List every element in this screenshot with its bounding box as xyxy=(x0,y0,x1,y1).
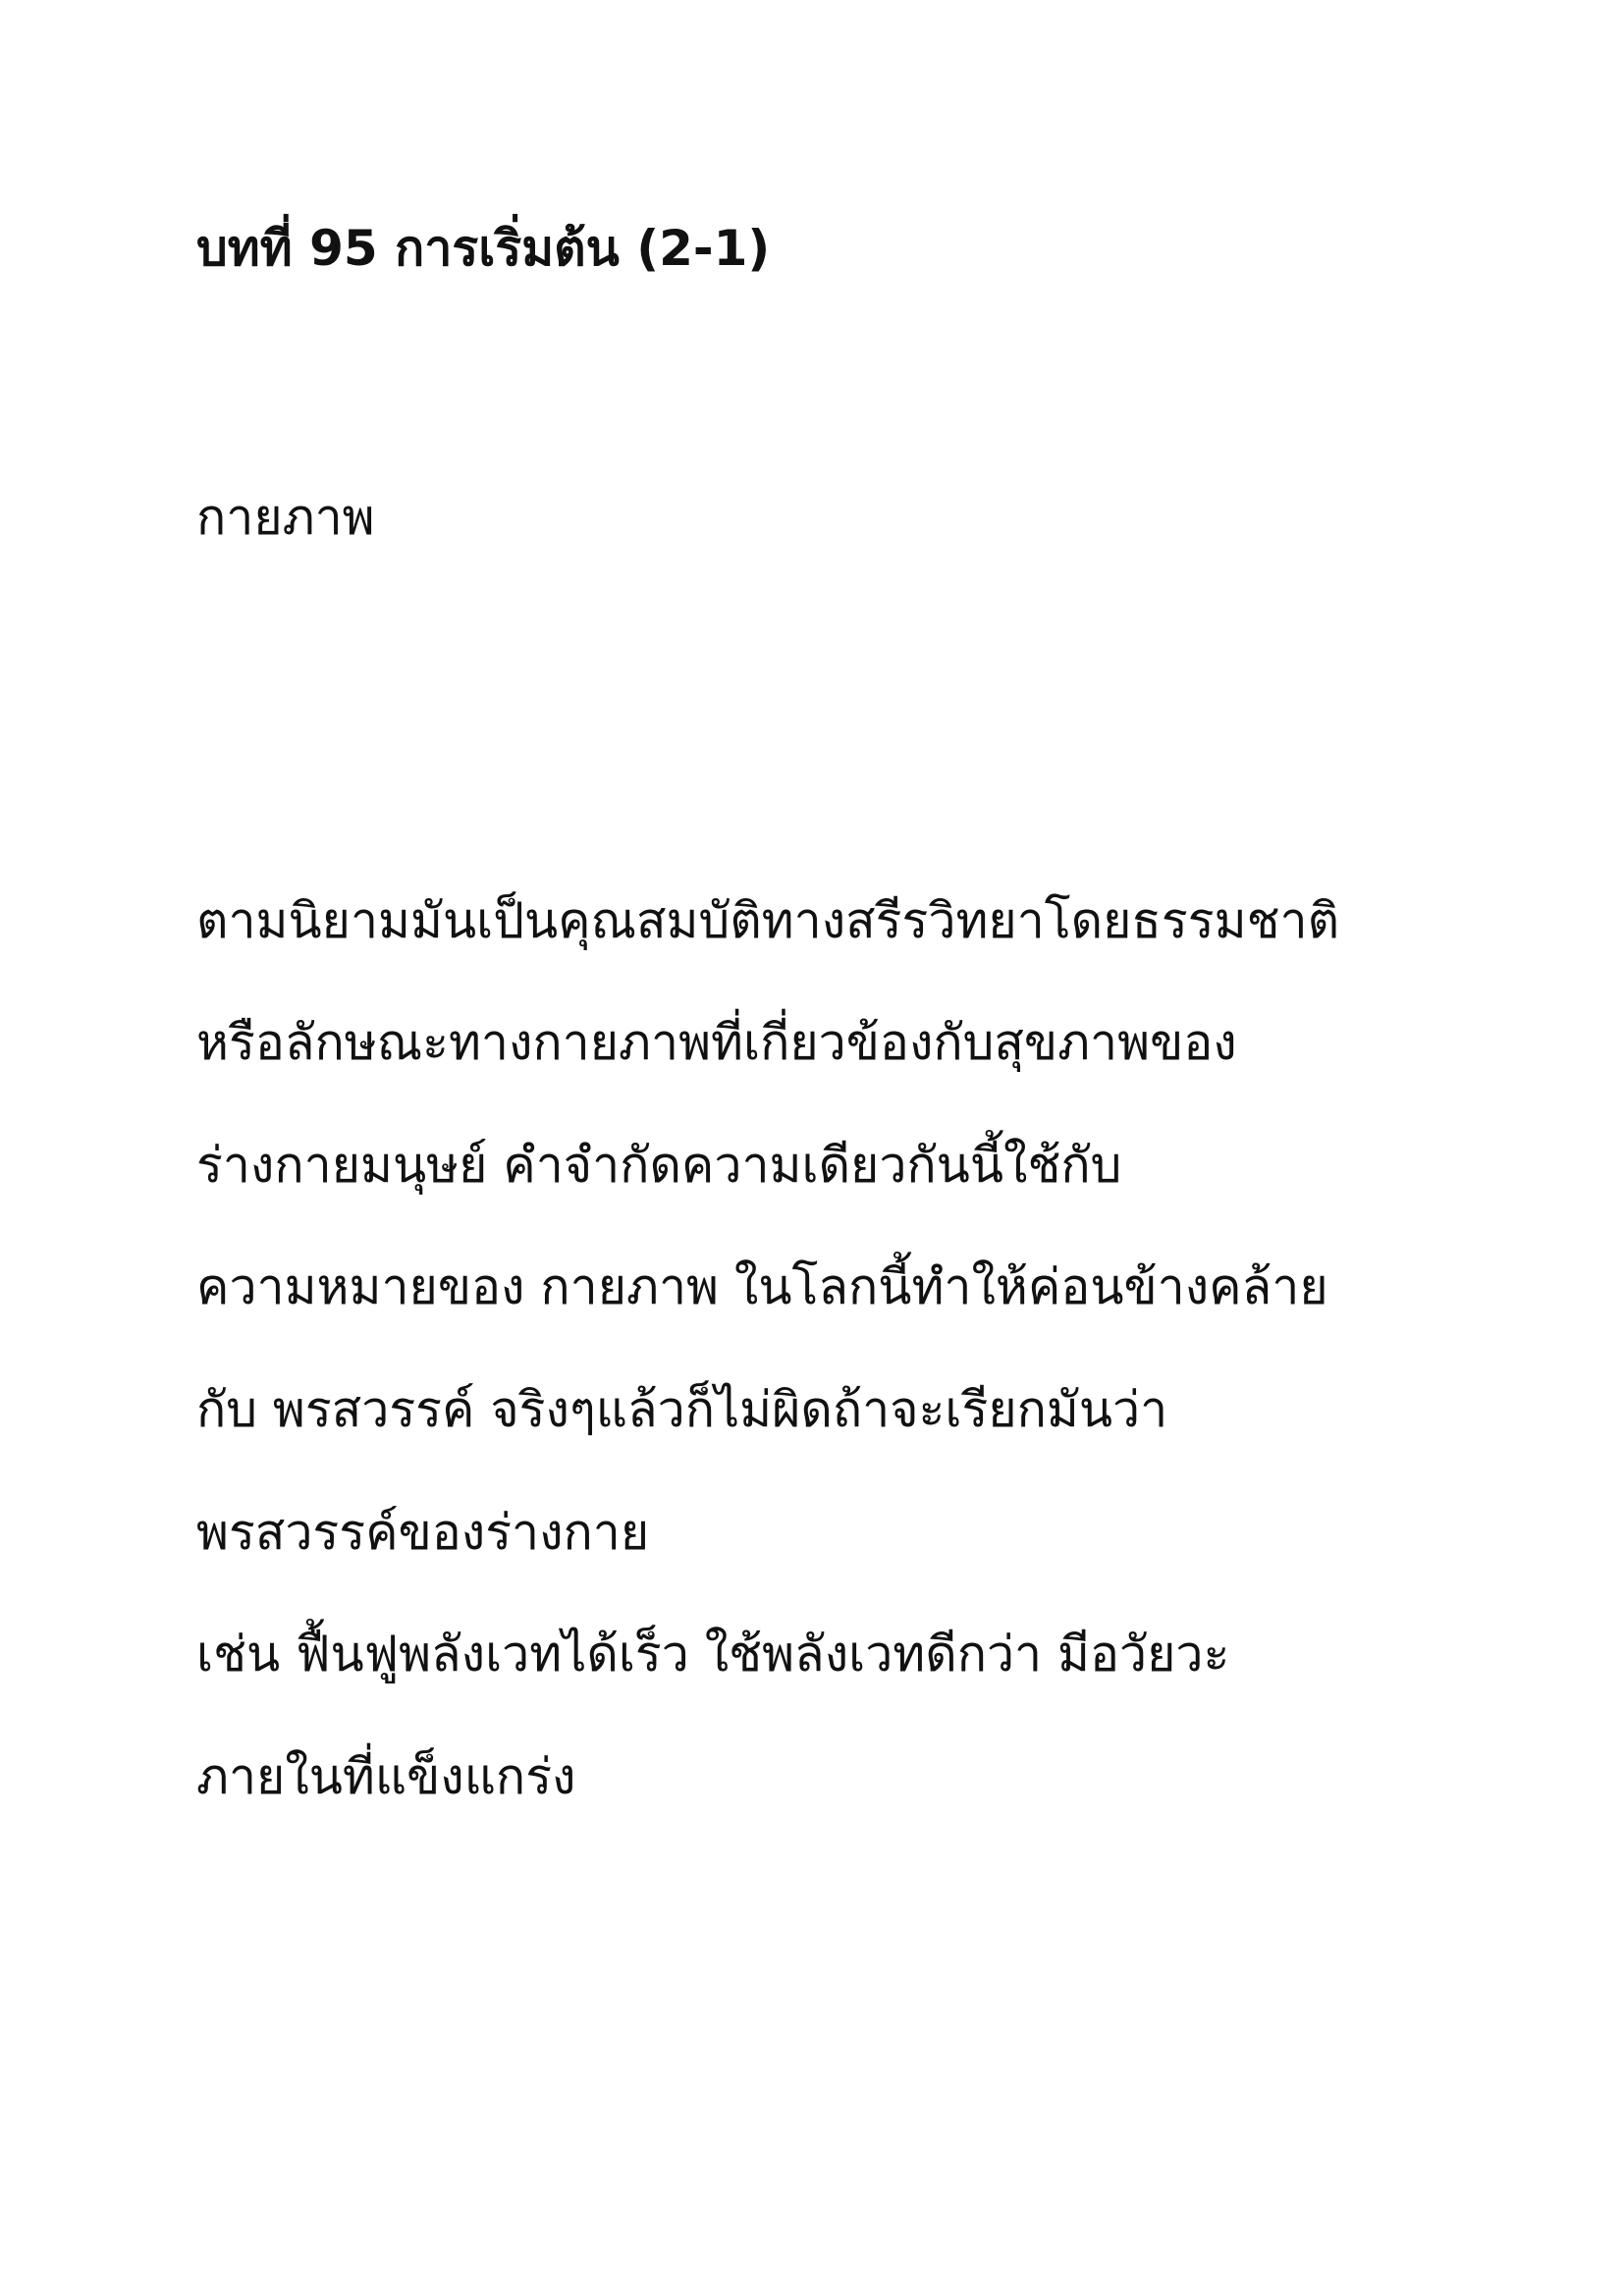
body-line: ร่างกายมนุษย์ คำจำกัดความเดียวกันนี้ใช้กับ xyxy=(196,1137,1122,1194)
section-heading: กายภาพ xyxy=(196,489,375,546)
body-line: ตามนิยามมันเป็นคุณสมบัติทางสรีรวิทยาโดยธรรมชาติ xyxy=(196,892,1340,949)
body-line: หรือลักษณะทางกายภาพที่เกี่ยวข้องกับสุขภาพของ xyxy=(196,1014,1237,1071)
body-line: กับ พรสวรรค์ จริงๆแล้วก็ไม่ผิดถ้าจะเรียกมันว่า xyxy=(196,1381,1168,1438)
body-line: พรสวรรค์ของร่างกาย xyxy=(196,1504,650,1561)
body-line: ความหมายของ กายภาพ ในโลกนี้ทำให้ค่อนข้างคล้าย xyxy=(196,1258,1328,1315)
body-line: ภายในที่แข็งแกร่ง xyxy=(196,1748,576,1805)
chapter-title: บทที่ 95 การเริ่มต้น (2-1) xyxy=(196,220,771,277)
body-line: เช่น ฟื้นฟูพลังเวทได้เร็ว ใช้พลังเวทดีกว่า มีอวัยวะ xyxy=(196,1626,1230,1682)
